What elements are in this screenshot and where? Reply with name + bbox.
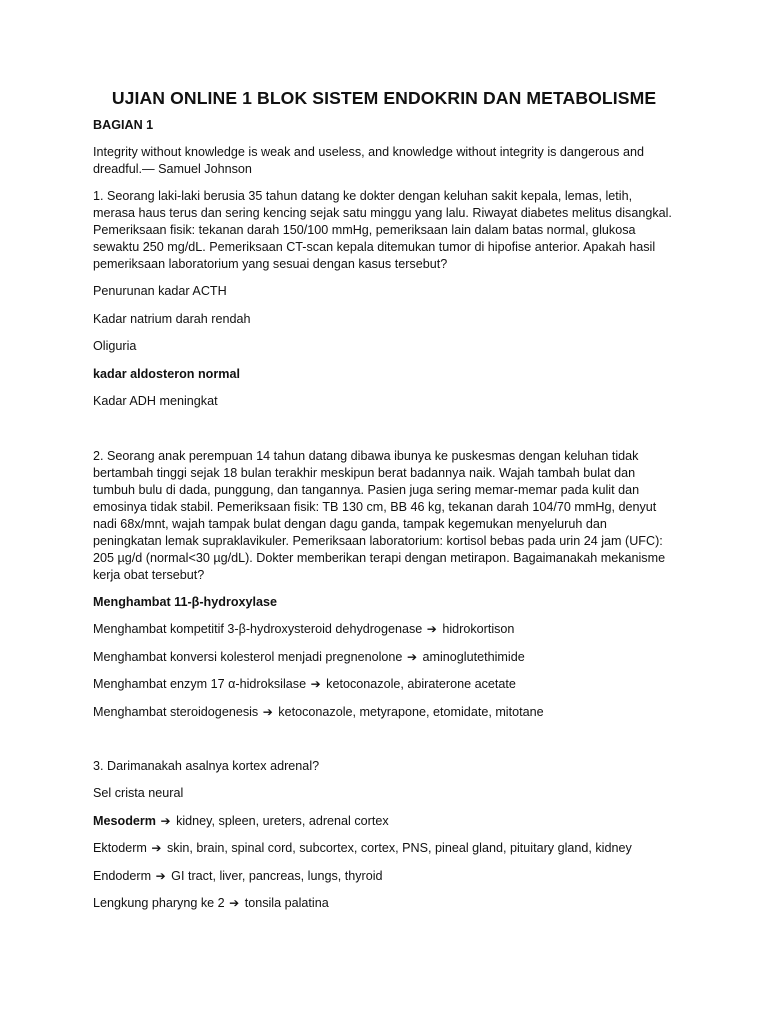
option-label: Oliguria xyxy=(93,339,137,353)
option-label: Menghambat 11-β-hydroxylase xyxy=(93,594,278,609)
arrow-icon: ➔ xyxy=(160,813,171,828)
question-2-option-1-answer xyxy=(93,594,675,611)
question-1-option-4-answer xyxy=(93,366,675,383)
option-note: ketoconazole, abiraterone acetate xyxy=(326,677,516,691)
question-1-text: 1. Seorang laki-laki berusia 35 tahun datang ke dokter dengan keluhan sakit kepala, lemas, letih, merasa haus terus dan sering kencing sejak satu minggu yang lalu. Riwayat diabetes melitus disangkal. Pemeriksaan fisik: tekanan darah 150/100 mmHg, pemeriksaan lain dalam batas normal, glukosa sewaktu 250 mg/dL. Pemeriksaan CT-scan kepala ditemukan tumor di hipofise anterior. Apakah hasil pemeriksaan laboratorium yang sesuai dengan kasus tersebut? xyxy=(93,189,672,271)
arrow-icon: ➔ xyxy=(229,896,240,910)
question-1-option-5 xyxy=(93,393,675,410)
option-label: Kadar natrium darah rendah xyxy=(93,311,251,326)
document-body xyxy=(93,86,675,923)
option-label: Lengkung pharyng ke 2 xyxy=(93,896,225,910)
option-label: Menghambat konversi kolesterol menjadi pregnenolone xyxy=(93,649,403,664)
option-note: skin, brain, spinal cord, subcortex, cortex, PNS, pineal gland, pituitary gland, kidney xyxy=(166,841,632,855)
question-3-option-4 xyxy=(93,868,675,885)
question-1-option-2 xyxy=(93,311,675,328)
option-label: Penurunan kadar ACTH xyxy=(93,284,227,298)
question-2-option-2 xyxy=(93,621,675,638)
question-3-text: 3. Darimanakah asalnya kortex adrenal? xyxy=(93,759,320,773)
option-label: Mesoderm xyxy=(93,813,156,828)
question-2-text: 2. Seorang anak perempuan 14 tahun datang dibawa ibunya ke puskesmas dengan keluhan tidak bertambah tinggi sejak 18 bulan terakhir meskipun berat badannya naik. Wajah tambah bulat dan tumbuh bulu di dada, punggung, dan tangannya. Pasien juga sering memar-memar pada kulit dan emosinya tidak stabil. Pemeriksaan fisik: TB 130 cm, BB 46 kg, tekanan darah 104/70 mmHg, denyut nadi 68x/mnt, wajah tampak bulat dengan dagu ganda, tampak kegemukan menyeluruh dan peningkatan lemak supraklavikuler. Pemeriksaan laboratorium: kortisol bebas pada urin 24 jam (UFC): 205 µg/d (normal<30 µg/dL). Dokter memberikan terapi dengan metirapon. Bagaimanakah mekanisme kerja obat tersebut? xyxy=(93,448,666,582)
arrow-icon: ➔ xyxy=(151,841,162,855)
question-3-option-1 xyxy=(93,785,675,802)
option-label: Sel crista neural xyxy=(93,786,184,800)
arrow-icon: ➔ xyxy=(310,677,321,691)
option-note: ketoconazole, metyrapone, etomidate, mitotane xyxy=(278,704,544,719)
option-label: Ektoderm xyxy=(93,841,147,855)
option-note: kidney, spleen, ureters, adrenal cortex xyxy=(176,813,389,828)
quote: Integrity without knowledge is weak and useless, and knowledge without integrity is dangerous and dreadful.— Samuel Johnson xyxy=(93,145,644,176)
question-2-option-3 xyxy=(93,649,675,666)
option-label: Menghambat enzym 17 α-hidroksilase xyxy=(93,677,307,691)
question-3-option-5 xyxy=(93,895,675,912)
option-label: Menghambat steroidogenesis xyxy=(93,704,259,719)
arrow-icon: ➔ xyxy=(406,649,417,664)
arrow-icon: ➔ xyxy=(426,622,437,636)
question-2-option-5 xyxy=(93,704,675,721)
arrow-icon: ➔ xyxy=(155,868,166,883)
option-note: GI tract, liver, pancreas, lungs, thyroid xyxy=(171,868,383,883)
option-label: Endoderm xyxy=(93,868,152,883)
question-spacer xyxy=(93,731,675,758)
question-1-option-1 xyxy=(93,283,675,300)
question-3-option-2-answer xyxy=(93,813,675,830)
arrow-icon: ➔ xyxy=(262,704,273,719)
section-heading: BAGIAN 1 xyxy=(93,118,154,132)
option-note: hidrokortison xyxy=(442,622,515,636)
option-label: kadar aldosteron normal xyxy=(93,366,240,381)
option-note: aminoglutethimide xyxy=(422,649,525,664)
option-label: Menghambat kompetitif 3-β-hydroxysteroid dehydrogenase xyxy=(93,622,423,636)
question-spacer xyxy=(93,421,675,448)
question-1-option-3 xyxy=(93,338,675,355)
document-title: UJIAN ONLINE 1 BLOK SISTEM ENDOKRIN DAN METABOLISME xyxy=(111,88,657,108)
option-label: Kadar ADH meningkat xyxy=(93,394,218,408)
question-2-option-4 xyxy=(93,676,675,693)
option-note: tonsila palatina xyxy=(244,896,329,910)
question-3-option-3 xyxy=(93,840,675,857)
